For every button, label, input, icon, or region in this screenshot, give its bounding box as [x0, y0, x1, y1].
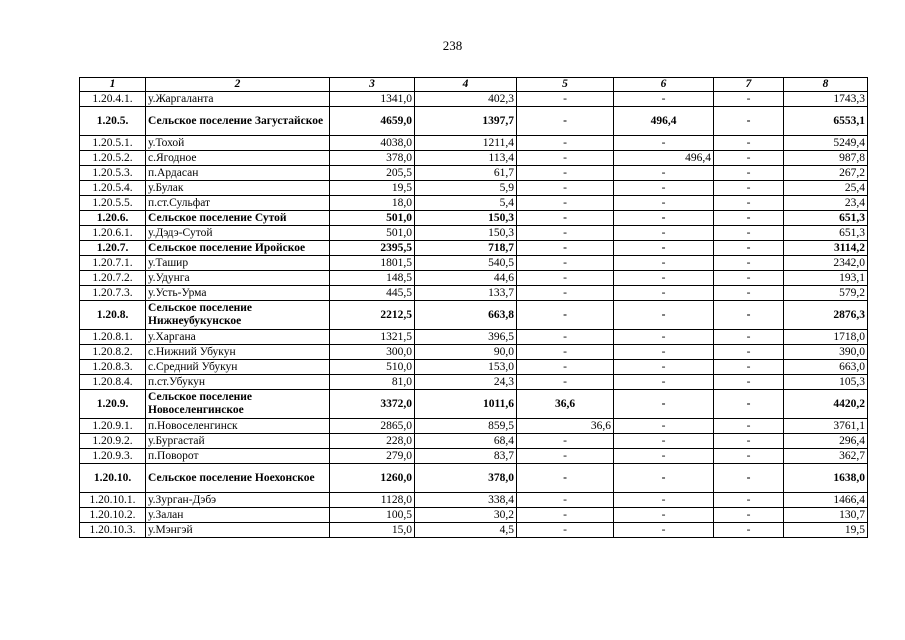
col4-value: 150,3	[415, 226, 517, 241]
col4-value: 90,0	[415, 345, 517, 360]
col7-value: -	[714, 241, 784, 256]
col3-value: 81,0	[330, 375, 415, 390]
col5-value: -	[517, 181, 614, 196]
col8-total: 3114,2	[784, 241, 868, 256]
row-name: п.ст.Сульфат	[146, 196, 330, 211]
column-header-6: 6	[614, 78, 714, 92]
col5-value: -	[517, 226, 614, 241]
col3-value: 300,0	[330, 345, 415, 360]
col6-value: -	[614, 330, 714, 345]
col7-value: -	[714, 92, 784, 107]
row-code: 1.20.8.3.	[80, 360, 146, 375]
col5-value: -	[517, 196, 614, 211]
col6-value: -	[614, 434, 714, 449]
col7-value: -	[714, 271, 784, 286]
row-code: 1.20.5.	[80, 107, 146, 136]
table-row	[80, 508, 868, 523]
col4-value: 83,7	[415, 449, 517, 464]
col4-value: 5,4	[415, 196, 517, 211]
col3-value: 4038,0	[330, 136, 415, 151]
row-code: 1.20.7.3.	[80, 286, 146, 301]
col8-total: 1466,4	[784, 493, 868, 508]
col3-value: 1128,0	[330, 493, 415, 508]
row-code: 1.20.7.2.	[80, 271, 146, 286]
col7-value: -	[714, 390, 784, 419]
col7-value: -	[714, 136, 784, 151]
col3-value: 100,5	[330, 508, 415, 523]
col6-value: -	[614, 493, 714, 508]
column-header-7: 7	[714, 78, 784, 92]
col4-value: 68,4	[415, 434, 517, 449]
table-row	[80, 330, 868, 345]
row-code: 1.20.7.	[80, 241, 146, 256]
col7-value: -	[714, 226, 784, 241]
row-name: п.ст.Убукун	[146, 375, 330, 390]
col3-value: 228,0	[330, 434, 415, 449]
table-row	[80, 286, 868, 301]
row-name: у.Ташир	[146, 256, 330, 271]
col5-value: -	[517, 434, 614, 449]
row-name: у.Жаргаланта	[146, 92, 330, 107]
row-name: с.Ягодное	[146, 151, 330, 166]
col6-value: -	[614, 181, 714, 196]
col7-value: -	[714, 508, 784, 523]
row-name: с.Средний Убукун	[146, 360, 330, 375]
col3-value: 1260,0	[330, 464, 415, 493]
column-header-2: 2	[146, 78, 330, 92]
col5-value: -	[517, 92, 614, 107]
col5-value: -	[517, 449, 614, 464]
col7-value: -	[714, 375, 784, 390]
row-name: с.Нижний Убукун	[146, 345, 330, 360]
row-code: 1.20.10.3.	[80, 523, 146, 538]
col8-total: 193,1	[784, 271, 868, 286]
col6-value: -	[614, 256, 714, 271]
row-name: у.Булак	[146, 181, 330, 196]
row-name: Сельское поселение Сутой	[146, 211, 330, 226]
col3-value: 205,5	[330, 166, 415, 181]
col7-value: -	[714, 107, 784, 136]
table-row	[80, 92, 868, 107]
table-row	[80, 151, 868, 166]
row-name: Сельское поселение Загустайское	[146, 107, 330, 136]
col5-value: -	[517, 360, 614, 375]
col7-value: -	[714, 523, 784, 538]
row-code: 1.20.5.1.	[80, 136, 146, 151]
col8-total: 390,0	[784, 345, 868, 360]
col8-total: 296,4	[784, 434, 868, 449]
row-code: 1.20.6.1.	[80, 226, 146, 241]
col7-value: -	[714, 449, 784, 464]
col4-value: 396,5	[415, 330, 517, 345]
row-name: у.Дэдэ-Сутой	[146, 226, 330, 241]
table-row	[80, 360, 868, 375]
column-header-1: 1	[80, 78, 146, 92]
col5-value: 36,6	[517, 419, 614, 434]
col8-total: 663,0	[784, 360, 868, 375]
row-name: п.Ардасан	[146, 166, 330, 181]
row-name: Сельское поселение Нижнеубукунское	[146, 301, 330, 330]
col8-total: 2876,3	[784, 301, 868, 330]
table-row	[80, 181, 868, 196]
col4-value: 61,7	[415, 166, 517, 181]
col5-value: -	[517, 107, 614, 136]
column-header-3: 3	[330, 78, 415, 92]
col3-value: 19,5	[330, 181, 415, 196]
col4-value: 663,8	[415, 301, 517, 330]
col4-value: 30,2	[415, 508, 517, 523]
col6-value: -	[614, 419, 714, 434]
col6-value: -	[614, 375, 714, 390]
col4-value: 24,3	[415, 375, 517, 390]
table-row	[80, 523, 868, 538]
col5-value: -	[517, 151, 614, 166]
row-code: 1.20.9.3.	[80, 449, 146, 464]
col3-value: 378,0	[330, 151, 415, 166]
table-row-settlement	[80, 107, 868, 136]
row-name: у.Тохой	[146, 136, 330, 151]
row-code: 1.20.10.2.	[80, 508, 146, 523]
col6-value: -	[614, 226, 714, 241]
col3-value: 1341,0	[330, 92, 415, 107]
table-row-settlement	[80, 390, 868, 419]
col5-value: -	[517, 271, 614, 286]
col3-value: 1801,5	[330, 256, 415, 271]
table-row	[80, 256, 868, 271]
col3-value: 3372,0	[330, 390, 415, 419]
table-row-settlement	[80, 211, 868, 226]
col6-value: -	[614, 345, 714, 360]
col4-value: 133,7	[415, 286, 517, 301]
col6-value: -	[614, 166, 714, 181]
col4-value: 378,0	[415, 464, 517, 493]
table-row	[80, 449, 868, 464]
col4-value: 859,5	[415, 419, 517, 434]
col7-value: -	[714, 464, 784, 493]
row-name: п.Поворот	[146, 449, 330, 464]
col6-value: -	[614, 136, 714, 151]
col4-value: 4,5	[415, 523, 517, 538]
col7-value: -	[714, 256, 784, 271]
table-row	[80, 493, 868, 508]
table-row	[80, 434, 868, 449]
col6-value: -	[614, 390, 714, 419]
col8-total: 651,3	[784, 226, 868, 241]
table-body	[80, 92, 868, 538]
row-name: Сельское поселение Ноехонское	[146, 464, 330, 493]
row-name: у.Бургастай	[146, 434, 330, 449]
table-row	[80, 226, 868, 241]
col8-total: 3761,1	[784, 419, 868, 434]
row-code: 1.20.8.2.	[80, 345, 146, 360]
row-code: 1.20.9.1.	[80, 419, 146, 434]
col6-value: -	[614, 196, 714, 211]
row-code: 1.20.5.2.	[80, 151, 146, 166]
col3-value: 1321,5	[330, 330, 415, 345]
col4-value: 1211,4	[415, 136, 517, 151]
col7-value: -	[714, 434, 784, 449]
col4-value: 540,5	[415, 256, 517, 271]
col8-total: 19,5	[784, 523, 868, 538]
col4-value: 1397,7	[415, 107, 517, 136]
row-code: 1.20.8.4.	[80, 375, 146, 390]
col4-value: 402,3	[415, 92, 517, 107]
row-name: Сельское поселение Иройское	[146, 241, 330, 256]
col6-value: -	[614, 360, 714, 375]
col6-value: -	[614, 449, 714, 464]
row-code: 1.20.9.	[80, 390, 146, 419]
col7-value: -	[714, 419, 784, 434]
table-row	[80, 271, 868, 286]
row-code: 1.20.5.3.	[80, 166, 146, 181]
col8-total: 1718,0	[784, 330, 868, 345]
col3-value: 18,0	[330, 196, 415, 211]
col3-value: 510,0	[330, 360, 415, 375]
table-row	[80, 345, 868, 360]
row-name: у.Удунга	[146, 271, 330, 286]
col8-total: 4420,2	[784, 390, 868, 419]
col8-total: 987,8	[784, 151, 868, 166]
col5-value: 36,6	[517, 390, 614, 419]
col4-value: 338,4	[415, 493, 517, 508]
row-name: у.Мэнгэй	[146, 523, 330, 538]
col5-value: -	[517, 464, 614, 493]
row-code: 1.20.10.1.	[80, 493, 146, 508]
row-code: 1.20.6.	[80, 211, 146, 226]
col3-value: 501,0	[330, 226, 415, 241]
col6-value: -	[614, 211, 714, 226]
col7-value: -	[714, 151, 784, 166]
data-table	[79, 77, 868, 538]
col5-value: -	[517, 330, 614, 345]
col6-value: -	[614, 523, 714, 538]
row-name: п.Новоселенгинск	[146, 419, 330, 434]
col8-total: 105,3	[784, 375, 868, 390]
row-code: 1.20.10.	[80, 464, 146, 493]
column-header-8: 8	[784, 78, 868, 92]
col3-value: 15,0	[330, 523, 415, 538]
table-row	[80, 419, 868, 434]
col8-total: 1743,3	[784, 92, 868, 107]
row-name: у.Харгана	[146, 330, 330, 345]
table-row-settlement	[80, 241, 868, 256]
col7-value: -	[714, 493, 784, 508]
table-row-settlement	[80, 464, 868, 493]
row-code: 1.20.8.1.	[80, 330, 146, 345]
col8-total: 362,7	[784, 449, 868, 464]
col5-value: -	[517, 523, 614, 538]
row-code: 1.20.5.4.	[80, 181, 146, 196]
col4-value: 153,0	[415, 360, 517, 375]
col7-value: -	[714, 345, 784, 360]
col8-total: 579,2	[784, 286, 868, 301]
row-code: 1.20.4.1.	[80, 92, 146, 107]
col7-value: -	[714, 196, 784, 211]
col5-value: -	[517, 166, 614, 181]
table-row	[80, 375, 868, 390]
col7-value: -	[714, 211, 784, 226]
col5-value: -	[517, 375, 614, 390]
column-header-5: 5	[517, 78, 614, 92]
row-name: Сельское поселение Новоселенгинское	[146, 390, 330, 419]
table-row	[80, 136, 868, 151]
row-code: 1.20.5.5.	[80, 196, 146, 211]
col6-value: -	[614, 464, 714, 493]
col4-value: 718,7	[415, 241, 517, 256]
row-code: 1.20.9.2.	[80, 434, 146, 449]
col5-value: -	[517, 136, 614, 151]
col3-value: 501,0	[330, 211, 415, 226]
col6-value: -	[614, 508, 714, 523]
col5-value: -	[517, 211, 614, 226]
col3-value: 445,5	[330, 286, 415, 301]
col7-value: -	[714, 181, 784, 196]
col7-value: -	[714, 330, 784, 345]
col3-value: 2865,0	[330, 419, 415, 434]
col4-value: 5,9	[415, 181, 517, 196]
col6-value: -	[614, 241, 714, 256]
col4-value: 150,3	[415, 211, 517, 226]
col6-value: -	[614, 286, 714, 301]
col8-total: 267,2	[784, 166, 868, 181]
column-header-4: 4	[415, 78, 517, 92]
row-code: 1.20.7.1.	[80, 256, 146, 271]
col4-value: 1011,6	[415, 390, 517, 419]
col7-value: -	[714, 286, 784, 301]
row-name: у.Зурган-Дэбэ	[146, 493, 330, 508]
col6-value: -	[614, 301, 714, 330]
col7-value: -	[714, 166, 784, 181]
col5-value: -	[517, 286, 614, 301]
col8-total: 1638,0	[784, 464, 868, 493]
col5-value: -	[517, 493, 614, 508]
col3-value: 2395,5	[330, 241, 415, 256]
col7-value: -	[714, 301, 784, 330]
col8-total: 6553,1	[784, 107, 868, 136]
col8-total: 2342,0	[784, 256, 868, 271]
row-code: 1.20.8.	[80, 301, 146, 330]
col8-total: 130,7	[784, 508, 868, 523]
row-name: у.Залан	[146, 508, 330, 523]
col5-value: -	[517, 345, 614, 360]
col6-value: 496,4	[614, 107, 714, 136]
col5-value: -	[517, 301, 614, 330]
row-name: у.Усть-Урма	[146, 286, 330, 301]
col8-total: 5249,4	[784, 136, 868, 151]
col5-value: -	[517, 241, 614, 256]
table-row	[80, 166, 868, 181]
col8-total: 25,4	[784, 181, 868, 196]
col5-value: -	[517, 508, 614, 523]
col5-value: -	[517, 256, 614, 271]
col8-total: 23,4	[784, 196, 868, 211]
col4-value: 44,6	[415, 271, 517, 286]
table-row	[80, 196, 868, 211]
col6-value: 496,4	[614, 151, 714, 166]
col4-value: 113,4	[415, 151, 517, 166]
col3-value: 148,5	[330, 271, 415, 286]
col6-value: -	[614, 92, 714, 107]
col7-value: -	[714, 360, 784, 375]
table-header-row	[80, 78, 868, 92]
page-number: 238	[442, 38, 463, 53]
col6-value: -	[614, 271, 714, 286]
table-row-settlement	[80, 301, 868, 330]
col3-value: 4659,0	[330, 107, 415, 136]
col8-total: 651,3	[784, 211, 868, 226]
col3-value: 2212,5	[330, 301, 415, 330]
col3-value: 279,0	[330, 449, 415, 464]
